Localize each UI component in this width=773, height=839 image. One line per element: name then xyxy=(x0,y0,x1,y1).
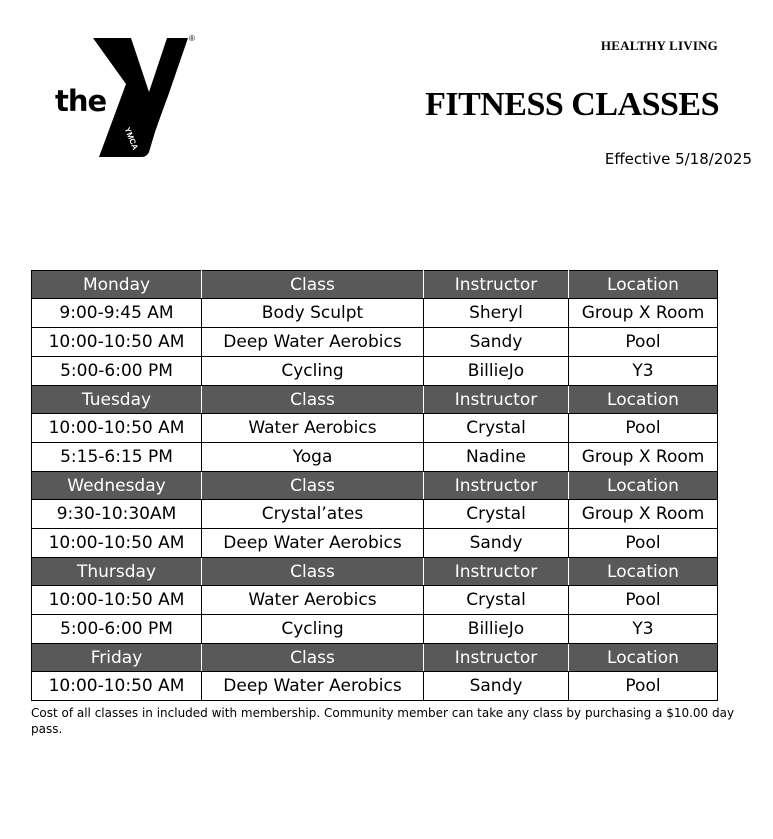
day-header-row xyxy=(32,386,718,414)
time-cell: 10:00-10:50 AM xyxy=(32,328,202,357)
time-cell: 5:00-6:00 PM xyxy=(32,357,202,386)
day-header-cell: Monday xyxy=(32,271,202,299)
class-cell: Deep Water Aerobics xyxy=(202,672,424,701)
location-cell: Group X Room xyxy=(569,500,718,529)
location-cell: Pool xyxy=(569,414,718,443)
class-cell: Water Aerobics xyxy=(202,414,424,443)
location-cell: Group X Room xyxy=(569,443,718,472)
time-cell: 5:00-6:00 PM xyxy=(32,615,202,644)
instructor-cell: Sandy xyxy=(424,529,569,558)
location-cell: Pool xyxy=(569,529,718,558)
instructor-header-cell: Instructor xyxy=(424,386,569,414)
ymca-logo xyxy=(55,34,200,159)
instructor-cell: Sheryl xyxy=(424,299,569,328)
instructor-header-cell: Instructor xyxy=(424,271,569,299)
membership-footnote: Cost of all classes in included with membership. Community member can take any class by purchasing a $10.00 day pass. xyxy=(31,706,735,736)
table-row xyxy=(32,500,718,529)
instructor-header-cell: Instructor xyxy=(424,644,569,672)
location-cell: Y3 xyxy=(569,357,718,386)
class-cell: Cycling xyxy=(202,615,424,644)
instructor-cell: BillieJo xyxy=(424,615,569,644)
table-row xyxy=(32,529,718,558)
time-cell: 5:15-6:15 PM xyxy=(32,443,202,472)
category-label: HEALTHY LIVING xyxy=(600,38,718,53)
location-header-cell: Location xyxy=(569,472,718,500)
table-row xyxy=(32,672,718,701)
table-row xyxy=(32,615,718,644)
effective-date: Effective 5/18/2025 xyxy=(604,150,752,168)
day-header-cell: Friday xyxy=(32,644,202,672)
instructor-cell: Nadine xyxy=(424,443,569,472)
class-cell: Yoga xyxy=(202,443,424,472)
instructor-cell: Crystal xyxy=(424,414,569,443)
location-header-cell: Location xyxy=(569,386,718,414)
class-header-cell: Class xyxy=(202,271,424,299)
time-cell: 10:00-10:50 AM xyxy=(32,414,202,443)
location-cell: Y3 xyxy=(569,615,718,644)
table-row xyxy=(32,328,718,357)
time-cell: 9:00-9:45 AM xyxy=(32,299,202,328)
day-header-row xyxy=(32,472,718,500)
day-header-cell: Wednesday xyxy=(32,472,202,500)
logo-the-text: the xyxy=(55,84,107,118)
class-header-cell: Class xyxy=(202,386,424,414)
table-row xyxy=(32,414,718,443)
class-header-cell: Class xyxy=(202,644,424,672)
registered-mark: ® xyxy=(189,34,195,43)
instructor-cell: Sandy xyxy=(424,328,569,357)
instructor-cell: Sandy xyxy=(424,672,569,701)
location-cell: Group X Room xyxy=(569,299,718,328)
schedule-table xyxy=(31,270,718,701)
table-row xyxy=(32,357,718,386)
instructor-header-cell: Instructor xyxy=(424,558,569,586)
ymca-y-icon xyxy=(91,34,189,159)
instructor-cell: Crystal xyxy=(424,500,569,529)
class-cell: Body Sculpt xyxy=(202,299,424,328)
location-cell: Pool xyxy=(569,672,718,701)
day-header-row xyxy=(32,558,718,586)
time-cell: 10:00-10:50 AM xyxy=(32,529,202,558)
table-row xyxy=(32,586,718,615)
time-cell: 10:00-10:50 AM xyxy=(32,672,202,701)
location-cell: Pool xyxy=(569,586,718,615)
time-cell: 10:00-10:50 AM xyxy=(32,586,202,615)
class-cell: Deep Water Aerobics xyxy=(202,529,424,558)
class-cell: Deep Water Aerobics xyxy=(202,328,424,357)
table-row xyxy=(32,299,718,328)
location-header-cell: Location xyxy=(569,644,718,672)
time-cell: 9:30-10:30AM xyxy=(32,500,202,529)
location-cell: Pool xyxy=(569,328,718,357)
instructor-header-cell: Instructor xyxy=(424,472,569,500)
class-header-cell: Class xyxy=(202,558,424,586)
location-header-cell: Location xyxy=(569,271,718,299)
table-row xyxy=(32,443,718,472)
page-title: FITNESS CLASSES xyxy=(425,86,719,123)
day-header-row xyxy=(32,271,718,299)
instructor-cell: Crystal xyxy=(424,586,569,615)
class-cell: Crystal’ates xyxy=(202,500,424,529)
location-header-cell: Location xyxy=(569,558,718,586)
class-cell: Water Aerobics xyxy=(202,586,424,615)
class-cell: Cycling xyxy=(202,357,424,386)
day-header-row xyxy=(32,644,718,672)
logo-ymca-text: YMCA xyxy=(122,126,140,152)
class-header-cell: Class xyxy=(202,472,424,500)
day-header-cell: Tuesday xyxy=(32,386,202,414)
instructor-cell: BillieJo xyxy=(424,357,569,386)
day-header-cell: Thursday xyxy=(32,558,202,586)
